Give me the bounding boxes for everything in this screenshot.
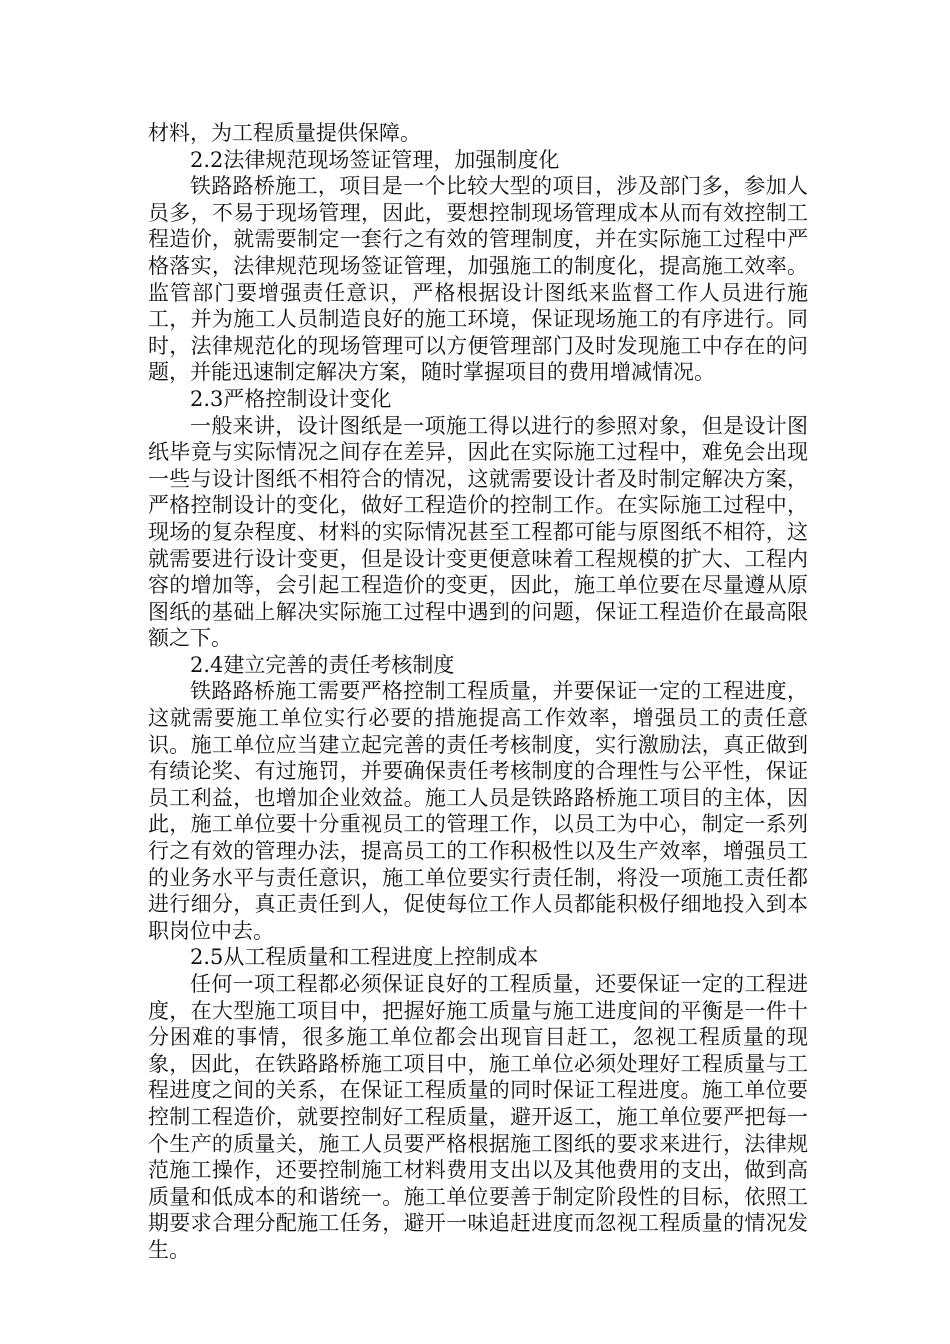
paragraph-2-3: 一般来讲，设计图纸是一项施工得以进行的参照对象，但是设计图纸毕竟与实际情况之间存在差异，因此在实际施工过程中，难免会出现一些与设计图纸不相符合的情况，这就需要设计者及时制定解决方案，严格控制设计的变化，做好工程造价的控制工作。在实际施工过程中，现场的复杂程度、材料的实际情况甚至工程都可能与原图纸不相符，这就需要进行设计变更，但是设计变更便意味着工程规模的扩大、工程内容的增加等，会引起工程造价的变更，因此，施工单位要在尽量遵从原图纸的基础上解决实际施工过程中遇到的问题，保证工程造价在最高限额之下。 <box>148 413 808 651</box>
paragraph-2-2: 铁路路桥施工，项目是一个比较大型的项目，涉及部门多，参加人员多，不易于现场管理，因此，要想控制现场管理成本从而有效控制工程造价，就需要制定一套行之有效的管理制度，并在实际施工过程中严格落实，法律规范现场签证管理，加强施工的制度化，提高施工效率。监管部门要增强责任意识，严格根据设计图纸来监督工作人员进行施工，并为施工人员制造良好的施工环境，保证现场施工的有序进行。同时，法律规范化的现场管理可以方便管理部门及时发现施工中存在的问题，并能迅速制定解决方案，随时掌握项目的费用增减情况。 <box>148 174 808 385</box>
document-body <box>148 120 808 1264</box>
paragraph-2-5: 任何一项工程都必须保证良好的工程质量，还要保证一定的工程进度，在大型施工项目中，把握好施工质量与施工进度间的平衡是一件十分困难的事情，很多施工单位都会出现盲目赶工，忽视工程质量的现象，因此，在铁路路桥施工项目中，施工单位必须处理好工程质量与工程进度之间的关系，在保证工程质量的同时保证工程进度。施工单位要控制工程造价，就要控制好工程质量，避开返工，施工单位要严把每一个生产的质量关，施工人员要严格根据施工图纸的要求来进行，法律规范施工操作，还要控制施工材料费用支出以及其他费用的支出，做到高质量和低成本的和谐统一。施工单位要善于制定阶段性的目标，依照工期要求合理分配施工任务，避开一味追赶进度而忽视工程质量的情况发生。 <box>148 972 808 1262</box>
section-heading-2-5: 2.5从工程质量和工程进度上控制成本 <box>190 945 539 970</box>
paragraph-2-4: 铁路路桥施工需要严格控制工程质量，并要保证一定的工程进度，这就需要施工单位实行必要的措施提高工作效率，增强员工的责任意识。施工单位应当建立起完善的责任考核制度，实行激励法，真正做到有绩论奖、有过施罚，并要确保责任考核制度的合理性与公平性，保证员工利益，也增加企业效益。施工人员是铁路路桥施工项目的主体，因此，施工单位要十分重视员工的管理工作，以员工为中心，制定一系列行之有效的管理办法，提高员工的工作积极性以及生产效率，增强员工的业务水平与责任意识，施工单位要实行责任制，将没一项施工责任都进行细分，真正责任到人，促使每位工作人员都能积极仔细地投入到本职岗位中去。 <box>148 679 808 943</box>
section-heading-2-3: 2.3严格控制设计变化 <box>190 386 392 411</box>
section-heading-2-2: 2.2法律规范现场签证管理，加强制度化 <box>190 147 560 172</box>
paragraph-continuation: 材料，为工程质量提供保障。 <box>148 121 421 145</box>
section-heading-2-4: 2.4建立完善的责任考核制度 <box>190 652 455 677</box>
